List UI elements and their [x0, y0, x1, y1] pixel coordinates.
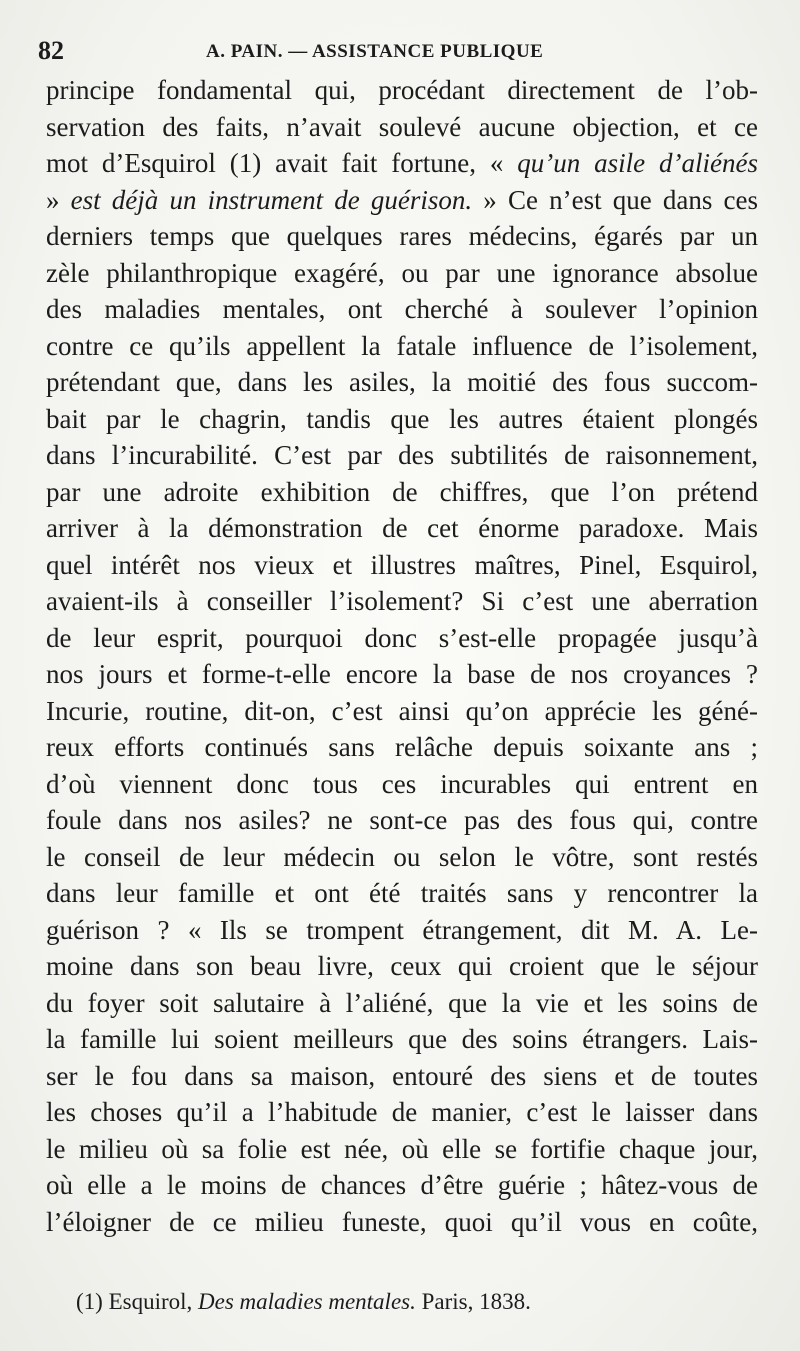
- text-line: [46, 145, 758, 182]
- text-line: [46, 620, 758, 657]
- footnote-marker: (1): [76, 1289, 103, 1314]
- text-line: [46, 656, 758, 693]
- text-line: [46, 255, 758, 292]
- text-line: [46, 766, 758, 803]
- text-line: [46, 1167, 758, 1204]
- text-line: [46, 364, 758, 401]
- text-segment: guérison ? « Ils se trompent étrangement, dit M. A. Le-: [46, 914, 758, 945]
- text-segment: prétendant que, dans les asiles, la moitié des fous succom-: [46, 367, 758, 397]
- text-segment: Incurie, routine, dit-on, c’est ainsi qu’on apprécie les géné-: [46, 695, 758, 726]
- text-segment: servation des faits, n’avait soulevé aucune objection, et ce: [46, 111, 758, 142]
- text-segment: l’éloigner de ce milieu funeste, quoi qu’il vous en coûte,: [46, 1206, 758, 1237]
- text-line: [46, 948, 758, 985]
- text-line: [46, 510, 758, 547]
- footnote: [76, 1287, 531, 1317]
- text-line: [46, 1094, 758, 1131]
- text-line: [46, 474, 758, 511]
- text-segment: »: [46, 184, 71, 215]
- text-line: [46, 693, 758, 730]
- text-segment: » Ce n’est que dans ces: [472, 184, 758, 215]
- text-segment: dans leur famille et ont été traités sans y rencontrer la: [46, 878, 758, 908]
- text-segment: par une adroite exhibition de chiffres, que l’on prétend: [46, 476, 758, 507]
- text-line: [46, 291, 758, 328]
- text-segment: zèle philanthropique exagéré, ou par une ignorance absolue: [46, 257, 758, 288]
- text-segment: des maladies mentales, ont cherché à soulever l’opinion: [46, 294, 758, 324]
- footnote-title: Des maladies mentales.: [198, 1289, 416, 1314]
- text-segment: arriver à la démonstration de cet énorme paradoxe. Mais: [46, 513, 758, 543]
- text-line: [46, 729, 758, 766]
- text-line: [46, 109, 758, 146]
- body-text: [46, 72, 758, 1240]
- text-line: [46, 583, 758, 620]
- text-line: [46, 547, 758, 584]
- running-head: A. PAIN. — ASSISTANCE PUBLIQUE: [206, 41, 544, 62]
- text-line: [46, 1058, 758, 1095]
- text-segment: moine dans son beau livre, ceux qui croient que le séjour: [46, 951, 758, 981]
- text-line: [46, 839, 758, 876]
- text-segment: avaient-ils à conseiller l’isolement? Si c’est une aberration: [46, 586, 758, 616]
- text-segment: du foyer soit salutaire à l’aliéné, que la vie et les soins de: [46, 987, 758, 1018]
- text-line: [46, 875, 758, 912]
- text-line: [46, 1204, 758, 1241]
- text-segment: foule dans nos asiles? ne sont-ce pas des fous qui, contre: [46, 805, 758, 835]
- text-line: [46, 1131, 758, 1168]
- text-line: [46, 437, 758, 474]
- text-segment: quel intérêt nos vieux et illustres maîtres, Pinel, Esquirol,: [46, 549, 758, 580]
- text-line: [46, 218, 758, 255]
- italic-text-segment: est déjà un instrument de guérison.: [70, 184, 473, 215]
- italic-text-segment: qu’un asile d’aliénés: [517, 148, 758, 178]
- text-segment: d’où viennent donc tous ces incurables qui entrent en: [46, 768, 758, 799]
- text-line: [46, 985, 758, 1022]
- text-segment: le conseil de leur médecin ou selon le vôtre, sont restés: [46, 841, 758, 872]
- text-segment: bait par le chagrin, tandis que les autres étaient plongés: [46, 403, 758, 434]
- text-segment: de leur esprit, pourquoi donc s’est-elle propagée jusqu’à: [46, 622, 758, 653]
- page-header: [38, 36, 758, 66]
- text-line: [46, 912, 758, 949]
- text-segment: contre ce qu’ils appellent la fatale influence de l’isolement,: [46, 330, 758, 361]
- text-segment: dans l’incurabilité. C’est par des subtilités de raisonnement,: [46, 440, 758, 470]
- text-segment: derniers temps que quelques rares médecins, égarés par un: [46, 221, 758, 251]
- text-segment: la famille lui soient meilleurs que des soins étrangers. Lais-: [46, 1024, 758, 1054]
- text-line: [46, 72, 758, 109]
- text-segment: principe fondamental qui, procédant directement de l’ob-: [46, 75, 758, 105]
- text-line: [46, 182, 758, 219]
- footnote-author: Esquirol,: [108, 1289, 193, 1314]
- text-segment: nos jours et forme-t-elle encore la base de nos croyances ?: [46, 659, 758, 689]
- text-segment: où elle a le moins de chances d’être guérie ; hâtez-vous de: [46, 1170, 758, 1200]
- text-segment: le milieu où sa folie est née, où elle se fortifie chaque jour,: [46, 1133, 758, 1164]
- text-segment: mot d’Esquirol (1) avait fait fortune, «: [46, 148, 518, 178]
- text-segment: ser le fou dans sa maison, entouré des siens et de toutes: [46, 1060, 758, 1091]
- text-segment: reux efforts continués sans relâche depuis soixante ans ;: [46, 732, 758, 762]
- page-number: 82: [38, 36, 64, 65]
- text-line: [46, 802, 758, 839]
- text-segment: les choses qu’il a l’habitude de manier, c’est le laisser dans: [46, 1097, 758, 1127]
- text-line: [46, 1021, 758, 1058]
- text-line: [46, 328, 758, 365]
- text-line: [46, 401, 758, 438]
- footnote-place-year: Paris, 1838.: [421, 1289, 531, 1314]
